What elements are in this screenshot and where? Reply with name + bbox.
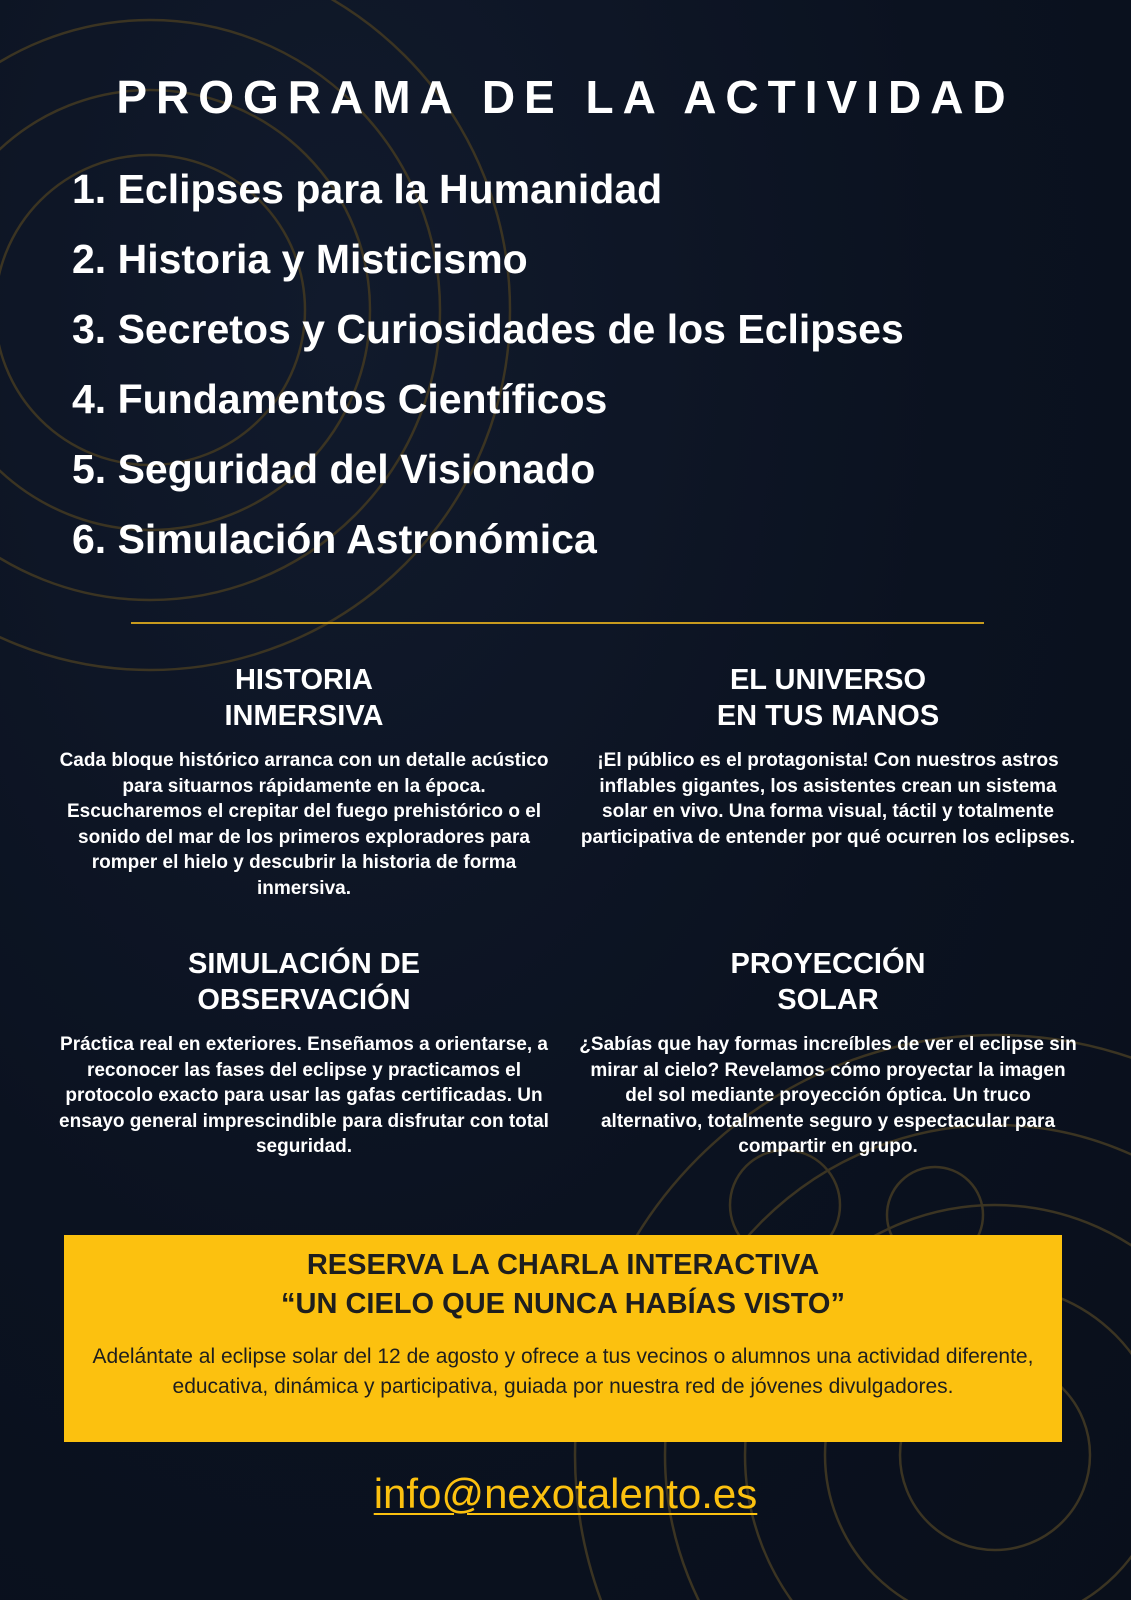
feature-title-line: HISTORIA xyxy=(234,664,374,696)
feature-title-line: INMERSIVA xyxy=(224,700,384,732)
page-title: PROGRAMA DE LA ACTIVIDAD xyxy=(116,71,1015,123)
feature-title-line: EL UNIVERSO xyxy=(729,664,927,696)
booking-callout xyxy=(64,1235,1062,1442)
feature-title xyxy=(54,662,554,734)
feature-universo-en-tus-manos xyxy=(578,662,1078,850)
feature-historia-inmersiva xyxy=(54,662,554,901)
program-item: 5. Seguridad del Visionado xyxy=(72,446,596,492)
feature-description: ¡El público es el protagonista! Con nuestros astros inflables gigantes, los asistentes crean un sistema solar en vivo. Una forma visual, táctil y totalmente participativa de entender por qué ocurren los eclipses. xyxy=(580,750,1076,848)
callout-description: Adelántate al eclipse solar del 12 de agosto y ofrece a tus vecinos o alumnos una actividad diferente, educativa, dinámica y participativa, guiada por nuestra red de jóvenes divulgadores. xyxy=(92,1345,1034,1398)
feature-title-line: OBSERVACIÓN xyxy=(197,984,411,1016)
feature-description: ¿Sabías que hay formas increíbles de ver el eclipse sin mirar al cielo? Revelamos cómo proyectar la imagen del sol mediante proyección óptica. Un truco alternativo, totalmente seguro y espectacular para compartir en grupo. xyxy=(579,1034,1077,1157)
program-item: 4. Fundamentos Científicos xyxy=(72,376,608,422)
feature-title-line: SOLAR xyxy=(777,984,879,1016)
program-item: 6. Simulación Astronómica xyxy=(72,516,597,562)
program-item: 1. Eclipses para la Humanidad xyxy=(72,166,663,212)
program-item: 2. Historia y Misticismo xyxy=(72,236,528,282)
callout-title xyxy=(64,1246,1062,1324)
feature-simulacion-observacion xyxy=(54,946,554,1160)
feature-title xyxy=(578,946,1078,1018)
feature-title-line: SIMULACIÓN DE xyxy=(188,948,420,980)
program-list xyxy=(72,162,904,582)
callout-title-line: “UN CIELO QUE NUNCA HABÍAS VISTO” xyxy=(281,1288,845,1320)
feature-proyeccion-solar xyxy=(578,946,1078,1160)
contact-block xyxy=(0,1470,1131,1518)
feature-title xyxy=(578,662,1078,734)
feature-title-line: PROYECCIÓN xyxy=(730,948,926,980)
feature-title xyxy=(54,946,554,1018)
feature-description: Práctica real en exteriores. Enseñamos a orientarse, a reconocer las fases del eclipse y practicamos el protocolo exacto para usar las gafas certificadas. Un ensayo general imprescindible para disfrutar con total seguridad. xyxy=(59,1034,549,1157)
callout-title-line: RESERVA LA CHARLA INTERACTIVA xyxy=(306,1249,820,1281)
feature-description: Cada bloque histórico arranca con un detalle acústico para situarnos rápidamente en la época. Escucharemos el crepitar del fuego prehistórico o el sonido del mar de los primeros exploradores para romper el hielo y descubrir la historia de forma inmersiva. xyxy=(59,750,549,899)
program-item: 3. Secretos y Curiosidades de los Eclipses xyxy=(72,306,904,352)
section-divider xyxy=(131,622,984,624)
feature-title-line: EN TUS MANOS xyxy=(716,700,940,732)
email-link[interactable]: info@nexotalento.es xyxy=(373,1470,758,1517)
